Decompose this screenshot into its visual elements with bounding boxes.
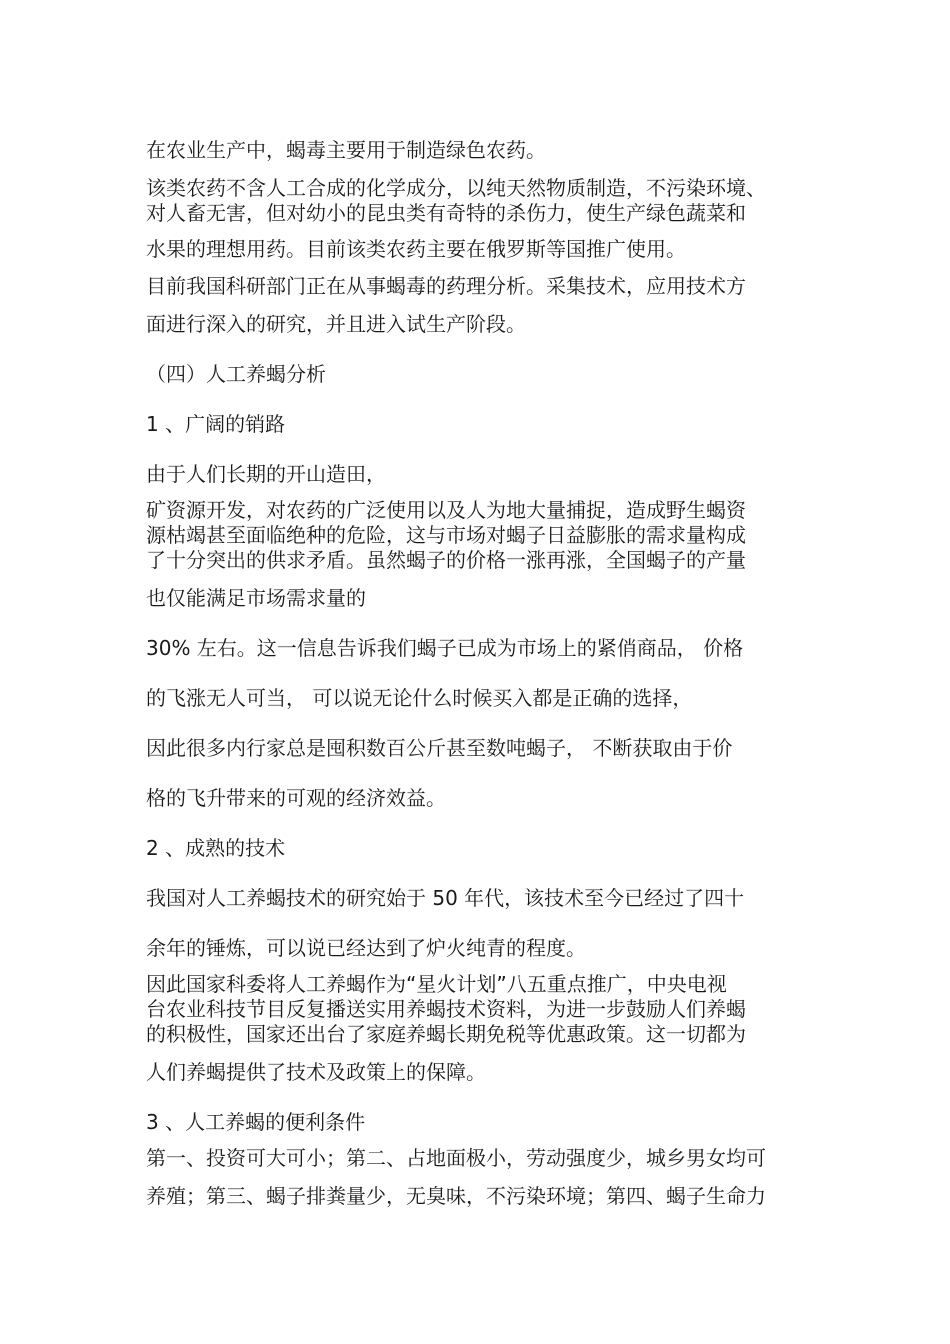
text-line: 因此很多内行家总是囤积数百公斤甚至数吨蝎子， 不断获取由于价	[146, 736, 733, 760]
text-line: 对人畜无害，但对幼小的昆虫类有奇特的杀伤力，使生产绿色蔬菜和	[146, 201, 746, 225]
subsection-heading: 3 、人工养蝎的便利条件	[146, 1110, 366, 1134]
text-line: 面进行深入的研究，并且进入试生产阶段。	[146, 312, 526, 336]
text-line: 在农业生产中，蝎毒主要用于制造绿色农药。	[146, 138, 546, 162]
text-line: 的积极性，国家还出台了家庭养蝎长期免税等优惠政策。这一切都为	[146, 1022, 746, 1046]
text-line: 了十分突出的供求矛盾。虽然蝎子的价格一涨再涨，全国蝎子的产量	[146, 548, 746, 572]
text-line: 格的飞升带来的可观的经济效益。	[146, 786, 446, 810]
text-line: 目前我国科研部门正在从事蝎毒的药理分析。采集技术，应用技术方	[146, 274, 746, 298]
text-line: 人们养蝎提供了技术及政策上的保障。	[146, 1060, 486, 1084]
text-line: 30% 左右。这一信息告诉我们蝎子已成为市场上的紧俏商品， 价格	[146, 636, 744, 660]
text-line: 我国对人工养蝎技术的研究始于 50 年代，该技术至今已经过了四十	[146, 886, 745, 910]
text-line: 台农业科技节目反复播送实用养蝎技术资料，为进一步鼓励人们养蝎	[146, 997, 746, 1021]
text-line: 因此国家科委将人工养蝎作为“星火计划”八五重点推广，中央电视	[146, 972, 727, 996]
subsection-heading: 2 、成熟的技术	[146, 836, 286, 860]
text-line: 源枯竭甚至面临绝种的危险，这与市场对蝎子日益膨胀的需求量构成	[146, 523, 746, 547]
text-line: 由于人们长期的开山造田，	[146, 462, 386, 486]
text-line: 水果的理想用药。目前该类农药主要在俄罗斯等国推广使用。	[146, 237, 686, 261]
text-line: 的飞涨无人可当， 可以说无论什么时候买入都是正确的选择，	[146, 686, 693, 710]
text-line: 该类农药不含人工合成的化学成分，以纯天然物质制造，不污染环境、	[146, 176, 766, 200]
text-line: 也仅能满足市场需求量的	[146, 586, 366, 610]
subsection-heading: 1 、广阔的销路	[146, 412, 286, 436]
text-line: 第一、投资可大可小；第二、占地面极小，劳动强度少，城乡男女均可	[146, 1146, 766, 1170]
text-line: 余年的锤炼，可以说已经达到了炉火纯青的程度。	[146, 936, 586, 960]
text-line: 养殖；第三、蝎子排粪量少，无臭味，不污染环境；第四、蝎子生命力	[146, 1184, 766, 1208]
section-heading: （四）人工养蝎分析	[146, 362, 326, 386]
text-line: 矿资源开发，对农药的广泛使用以及人为地大量捕捉，造成野生蝎资	[146, 498, 746, 522]
